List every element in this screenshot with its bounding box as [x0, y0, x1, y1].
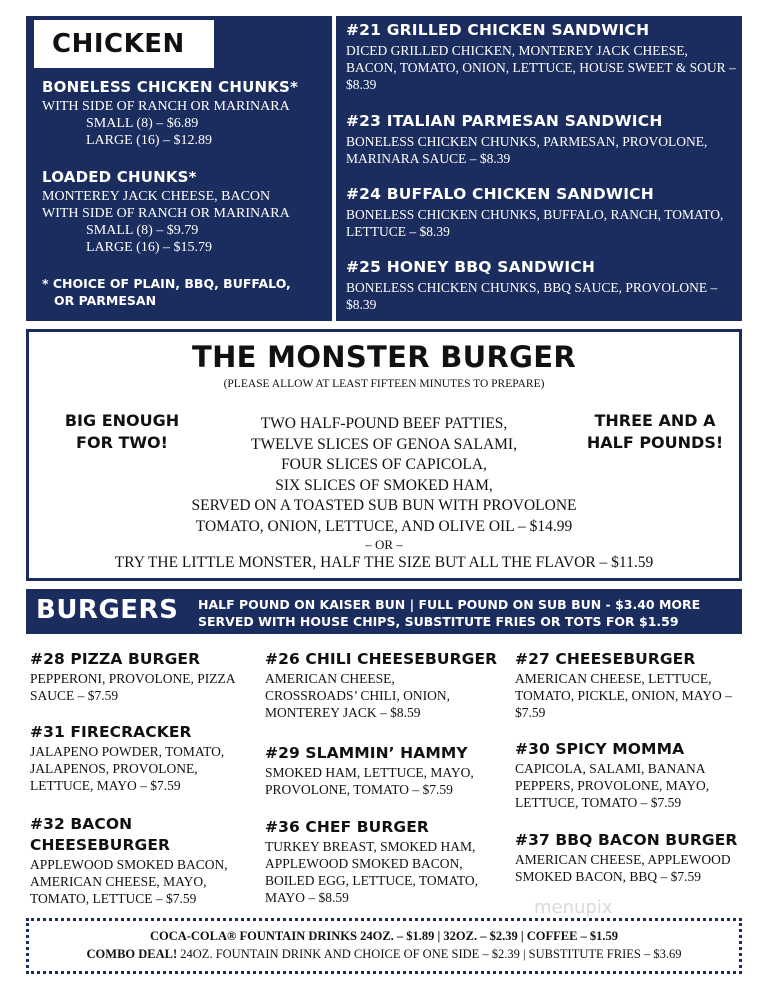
loaded-chunks-name: LOADED CHUNKS*	[42, 168, 197, 186]
burger-26-name: #26 CHILI CHEESEBURGER	[265, 650, 498, 668]
burger-31-name: #31 FIRECRACKER	[30, 723, 192, 741]
monster-note: (PLEASE ALLOW AT LEAST FIFTEEN MINUTES TO PREPARE)	[223, 378, 545, 390]
burger-31-desc: JALAPENO POWDER, TOMATO, JALAPENOS, PROVOLONE, LETTUCE, MAYO – $7.59	[30, 744, 225, 793]
monster-line: FOUR SLICES OF CAPICOLA,	[281, 456, 487, 473]
loaded-chunks-desc-2: WITH SIDE OF RANCH OR MARINARA	[42, 206, 290, 221]
fountain-drinks-line: COCA-COLA® FOUNTAIN DRINKS 24OZ. – $1.89 | 32OZ. – $2.39 | COFFEE – $1.59	[149, 929, 619, 943]
drinks-footer-box	[26, 918, 742, 974]
monster-right-line-1: THREE AND A	[594, 411, 716, 430]
monster-line: TWELVE SLICES OF GENOA SALAMI,	[251, 435, 517, 453]
chicken-section	[26, 16, 742, 321]
monster-title: THE MONSTER BURGER	[192, 340, 576, 374]
sandwich-25-name: #25 HONEY BBQ SANDWICH	[346, 258, 596, 276]
burger-32-desc: APPLEWOOD SMOKED BACON, AMERICAN CHEESE, MAYO, TOMATO, LETTUCE – $7.59	[30, 857, 228, 906]
combo-deal-label: COMBO DEAL!	[86, 947, 178, 961]
burger-28-name: #28 PIZZA BURGER	[30, 650, 201, 668]
chicken-title: CHICKEN	[34, 20, 214, 68]
sandwich-24-desc: BONELESS CHICKEN CHUNKS, BUFFALO, RANCH, TOMATO, LETTUCE – $8.39	[346, 207, 724, 239]
boneless-large-price: LARGE (16) – $12.89	[86, 133, 212, 148]
burger-30-name: #30 SPICY MOMMA	[515, 740, 685, 758]
loaded-large-price: LARGE (16) – $15.79	[86, 240, 212, 255]
burgers-info-1: HALF POUND ON KAISER BUN | FULL POUND ON SUB BUN - $3.40 MORE	[198, 597, 701, 612]
sandwich-21-desc: DICED GRILLED CHICKEN, MONTEREY JACK CHEESE, BACON, TOMATO, ONION, LETTUCE, HOUSE SWEET & SOUR – $8.39	[346, 43, 736, 92]
burger-32-name: #32 BACON CHEESEBURGER	[30, 815, 171, 854]
sandwich-25-desc: BONELESS CHICKEN CHUNKS, BBQ SAUCE, PROVOLONE – $8.39	[346, 280, 718, 312]
burger-30-desc: CAPICOLA, SALAMI, BANANA PEPPERS, PROVOLONE, MAYO, LETTUCE, TOMATO – $7.59	[515, 761, 710, 810]
chicken-sandwiches-panel	[336, 16, 742, 321]
choice-note-2: OR PARMESAN	[54, 293, 157, 308]
burger-37-name: #37 BBQ BACON BURGER	[515, 831, 738, 849]
boneless-chunks-desc: WITH SIDE OF RANCH OR MARINARA	[42, 99, 290, 114]
loaded-small-price: SMALL (8) – $9.79	[86, 223, 199, 238]
watermark-logo: menupix	[534, 897, 613, 918]
monster-or-divider: – OR –	[365, 537, 403, 552]
monster-line: TWO HALF-POUND BEEF PATTIES,	[260, 415, 508, 432]
loaded-chunks-desc-1: MONTEREY JACK CHEESE, BACON	[42, 189, 271, 204]
burger-36-name: #36 CHEF BURGER	[265, 818, 429, 836]
monster-line: TOMATO, ONION, LETTUCE, AND OLIVE OIL – $14.99	[195, 517, 573, 535]
burgers-header-bar	[26, 589, 742, 634]
sandwich-23-name: #23 ITALIAN PARMESAN SANDWICH	[346, 112, 663, 130]
burger-26-desc: AMERICAN CHEESE, CROSSROADS’ CHILI, ONION, MONTEREY JACK – $8.59	[265, 671, 451, 720]
monster-right-line-2: HALF POUNDS!	[586, 433, 724, 452]
burger-27-desc: AMERICAN CHEESE, LETTUCE, TOMATO, PICKLE, ONION, MAYO – $7.59	[515, 671, 732, 720]
monster-burger-box	[26, 329, 742, 581]
monster-line: SERVED ON A TOASTED SUB BUN WITH PROVOLONE	[191, 497, 577, 514]
sandwich-24-name: #24 BUFFALO CHICKEN SANDWICH	[346, 185, 654, 203]
burger-37-desc: AMERICAN CHEESE, APPLEWOOD SMOKED BACON, BBQ – $7.59	[515, 852, 731, 884]
burger-36-desc: TURKEY BREAST, SMOKED HAM, APPLEWOOD SMOKED BACON, BOILED EGG, LETTUCE, TOMATO, MAYO – $8.59	[265, 839, 478, 905]
burger-29-desc: SMOKED HAM, LETTUCE, MAYO, PROVOLONE, TOMATO – $7.59	[265, 765, 474, 797]
little-monster-line: TRY THE LITTLE MONSTER, HALF THE SIZE BUT ALL THE FLAVOR – $11.59	[114, 554, 654, 571]
boneless-small-price: SMALL (8) – $6.89	[86, 116, 199, 131]
combo-deal-text: 24OZ. FOUNTAIN DRINK AND CHOICE OF ONE SIDE – $2.39 | SUBSTITUTE FRIES – $3.69	[177, 947, 682, 961]
burger-29-name: #29 SLAMMIN’ HAMMY	[265, 744, 468, 762]
sandwich-21-name: #21 GRILLED CHICKEN SANDWICH	[346, 21, 650, 39]
monster-left-line-2: FOR TWO!	[76, 433, 168, 452]
monster-left-line-1: BIG ENOUGH	[64, 411, 180, 430]
combo-deal-line	[29, 947, 739, 962]
burger-28-desc: PEPPERONI, PROVOLONE, PIZZA SAUCE – $7.59	[30, 671, 235, 703]
monster-description	[29, 414, 739, 574]
burgers-info-2: SERVED WITH HOUSE CHIPS, SUBSTITUTE FRIES OR TOTS FOR $1.59	[198, 614, 679, 629]
choice-note-1: * CHOICE OF PLAIN, BBQ, BUFFALO,	[42, 276, 291, 291]
monster-line: SIX SLICES OF SMOKED HAM,	[275, 476, 493, 494]
sandwich-23-desc: BONELESS CHICKEN CHUNKS, PARMESAN, PROVOLONE, MARINARA SAUCE – $8.39	[346, 134, 708, 166]
burger-27-name: #27 CHEESEBURGER	[515, 650, 696, 668]
burgers-title: BURGERS	[36, 595, 179, 625]
chicken-chunks-panel	[26, 16, 332, 321]
boneless-chunks-name: BONELESS CHICKEN CHUNKS*	[42, 78, 299, 96]
